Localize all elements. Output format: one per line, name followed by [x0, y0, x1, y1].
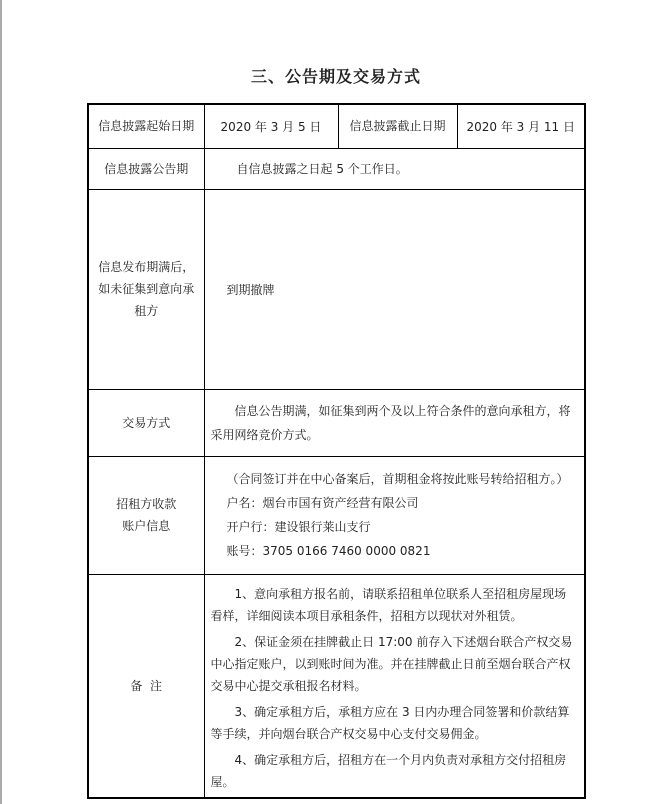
table-row	[88, 148, 585, 189]
remark-item: 2、保证金须在挂牌截止日 17:00 前存入下述烟台联合产权交易中心指定账户，以到账时间为准。并在挂牌截止日前至烟台联合产权交易中心提交承租报名材料。	[210, 634, 573, 693]
method-value	[204, 389, 585, 456]
table-row	[88, 104, 585, 148]
expire-label	[88, 189, 204, 389]
expire-value: 到期撤牌	[204, 189, 585, 389]
method-label: 交易方式	[88, 389, 204, 456]
table-row	[88, 189, 585, 389]
account-note: （合同签订并在中心备案后，首期租金将按此账号转给招租方。）	[226, 472, 569, 486]
table-row	[88, 389, 585, 456]
start-date-value: 2020 年 3 月 5 日	[204, 104, 338, 148]
remarks-list	[204, 574, 585, 798]
section-title: 三、公告期及交易方式	[250, 67, 421, 86]
remark-item: 1、意向承租方报名前，请联系招租单位联系人至招租房屋现场看样，详细阅读本项目承租条件，招租方以现状对外租赁。	[210, 586, 567, 623]
label-line: 招租方收款	[116, 497, 177, 511]
table-row	[88, 574, 585, 798]
table-row	[88, 456, 585, 574]
start-date-label: 信息披露起始日期	[88, 104, 204, 148]
period-label: 信息披露公告期	[88, 148, 204, 189]
method-text: 信息公告期满，如征集到两个及以上符合条件的意向承租方，将采用网络竞价方式。	[210, 403, 571, 442]
account-number: 账号：3705 0166 7460 0000 0821	[226, 544, 431, 558]
label-line: 账户信息	[122, 519, 171, 533]
end-date-label: 信息披露截止日期	[338, 104, 457, 148]
announcement-table	[87, 103, 586, 799]
label-line: 如未征集到意向承	[98, 282, 195, 296]
end-date-value: 2020 年 3 月 11 日	[457, 104, 585, 148]
account-label	[88, 456, 204, 574]
remark-item: 3、确定承租方后，承租方应在 3 日内办理合同签署和价款结算等手续，并向烟台联合产权交易中心支付交易佣金。	[210, 704, 570, 741]
label-line: 信息发布期满后，	[98, 260, 195, 274]
remark-item: 4、确定承租方后，招租方在一个月内负责对承租方交付招租房屋。	[210, 752, 567, 789]
account-name: 户名：烟台市国有资产经营有限公司	[226, 496, 419, 510]
account-bank: 开户行：建设银行莱山支行	[226, 520, 371, 534]
remarks-label: 备 注	[88, 574, 204, 798]
label-line: 租方	[134, 304, 159, 318]
account-info	[204, 456, 585, 574]
page-edge	[0, 0, 2, 804]
period-value: 自信息披露之日起 5 个工作日。	[204, 148, 585, 189]
